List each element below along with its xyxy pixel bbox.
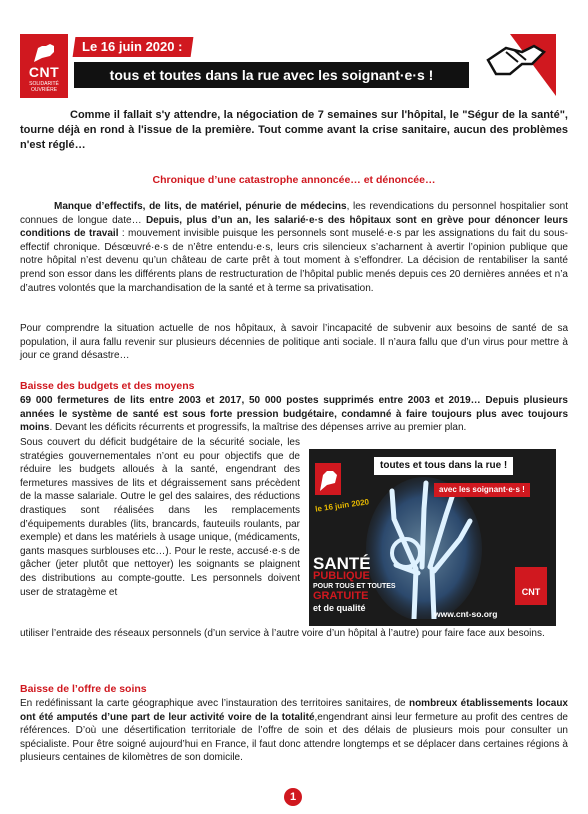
logo-subtitle: SOLIDARITÉ OUVRIÈRE — [29, 81, 59, 93]
poster-date: le 16 juin 2020 — [314, 497, 370, 514]
page-number: 1 — [284, 788, 302, 806]
paragraph-budget-end: utiliser l’entraide des réseaux personnels (d’un service à l’autre voire d’un hôpital à l’autre) pour faire face aux besoins. — [20, 628, 545, 639]
section-title-care-offer: Baisse de l’offre de soins — [20, 683, 147, 695]
poster-sante: SANTÉ — [313, 554, 371, 573]
paragraph-budget-intro: 69 000 fermetures de lits entre 2003 et 2017, 50 000 postes supprimés entre 2003 et 2019… Depuis plusieurs années le système de santé est sous forte pression budgétaire, condamné à faire toujours plus avec toujours moins. Devant les déficits récurrents et progressifs, la maîtrise des dépenses arrive au premier plan. — [20, 395, 568, 434]
chronicle-subtitle: Chronique d’une catastrophe annoncée… et dénoncée… — [152, 174, 436, 186]
poster-banner-street: toutes et tous dans la rue ! — [374, 457, 513, 475]
paragraph-shortages: Manque d’effectifs, de lits, de matériel, pénurie de médecins, les revendications du personnel hospitalier sont connues de longue date… Depuis, plus d’un an, les salarié·e·s des hôpitaux sont en grève pour dénoncer leurs conditions de travail : mouvement invisible puisque les personnels sont muselé·e·s par les assignations du fait du sous-effectif chronique. Désœuvré·e·s de n’être entendu·e·s, leurs cris silencieux s’acharnent à avertir l’opinion publique que notre hôpital n’est devenu qu’un château de carte prêt à tout moment à s’effondrer. La décision de rentabiliser la santé prend son essor dans les différents plans de restructuration de l’hôpital public menés depuis ces 20 dernières années et n’a d’autres volontés que la marchandisation de la santé et à terme sa privatisation. — [20, 201, 568, 294]
poster-pour-tous: POUR TOUS ET TOUTES — [313, 583, 396, 590]
paragraph-situation: Pour comprendre la situation actuelle de nos hôpitaux, à savoir l’incapacité de subvenir aux besoins de santé de sa population, il aura fallu revenir sur plusieurs décennies de politique anti sociale. Il n’aura fallu que d’un virus pour mettre à jour ce grand désastre… — [20, 323, 568, 362]
poster-url: www.cnt-so.org — [434, 609, 498, 619]
poster-publique: PUBLIQUE — [313, 570, 370, 582]
poster-image — [309, 449, 556, 626]
intro-paragraph: Comme il fallait s'y attendre, la négociation de 7 semaines sur l'hôpital, le "Ségur de la santé", tourne déjà en rond à l'issue de la première. Tout comme avant la crise sanitaire, aucun des problèmes n'est réglé… — [20, 109, 568, 151]
title-banner: tous et toutes dans la rue avec les soignant·e·s ! — [74, 62, 469, 88]
fist-icon — [28, 40, 60, 64]
paragraph-care-offer: En redéfinissant la carte géographique avec l’instauration des territoires sanitaires, de nombreux établissements locaux ont été amputés d’une part de leur activité voire de la totalité,engendrant ainsi leur fermeture au profit des centres de références. D’où une désertification territoriale de l’offre de soin et des délais de plusieurs mois pour consulter un spécialiste. Pour être soigné aujourd’hui en France, il faut donc attendre longtemps et se déplacer dans certaines régions à plusieurs centaines de kilomètres de son domicile. — [20, 698, 568, 764]
poster-gratuite: GRATUITE — [313, 590, 369, 602]
section-title-budgets: Baisse des budgets et des moyens — [20, 380, 195, 392]
poster-cnt-logo: CNT — [515, 567, 547, 605]
handshake-icon — [470, 30, 560, 100]
poster-banner-caregivers: avec les soignant·e·s ! — [434, 483, 530, 497]
poster-qualite: et de qualité — [313, 603, 366, 613]
logo-text: CNT — [28, 64, 60, 80]
date-banner: Le 16 juin 2020 : — [73, 37, 194, 57]
paragraph-budget-column: Sous couvert du déficit budgétaire de la sécurité sociale, les stratégies gouvernementales n’ont eu pour objectifs que de réduire les budgets alloués à la santé, engendrant des fermetures massives de lits et dégraissement sans précèdent de la masse salariale. Outre le gel des salaires, des réductions drastiques sont réalisées dans les remplacements d’équipements durables (lits, brancards, fauteuils roulants, par exemple) et dans les matériels à usage unique, (médicaments, gants masques surblouses etc…). Pour le reste, accusé·e·s de gâcher (jeter plutôt que nettoyer) les soignants se plaignent des distributions au compte-goutte. Les personnels doivent user de stratagème et — [20, 437, 300, 598]
poster-fist-icon — [315, 463, 341, 495]
cnt-logo — [20, 34, 68, 98]
